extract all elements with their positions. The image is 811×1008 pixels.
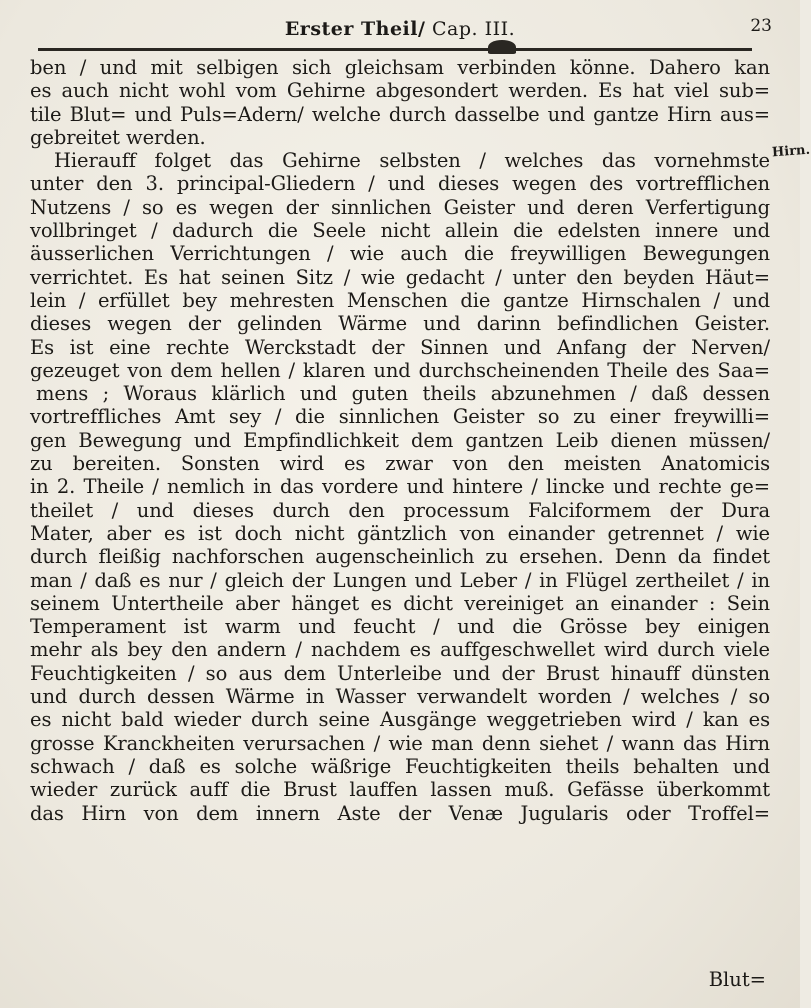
text-line: es nicht bald wieder durch seine Ausgänge weggetrieben wird / kan es [30,708,770,732]
text-line: Es ist eine rechte Werckstadt der Sinnen und Anfang der Nerven/ [30,335,770,359]
text-line: Nutzens / so es wegen der sinnlichen Geister und deren Verfertigung [30,195,770,219]
text-line: äusserlichen Verrichtungen / wie auch die freywilligen Bewegungen [30,242,770,266]
head-rule-divider [38,48,752,51]
body-text [30,56,770,825]
text-line: grosse Kranckheiten verursachen / wie man denn siehet / wann das Hirn [30,731,770,755]
text-line: ben / und mit selbigen sich gleichsam verbinden könne. Dahero kan [30,56,770,79]
text-line: in 2. Theile / nemlich in das vordere und hintere / lincke und rechte ge= [30,475,770,499]
catchword: Blut= [708,968,766,991]
text-line: dieses wegen der gelinden Wärme und darinn befindlichen Geister. [30,312,770,336]
text-line: gebreitet werden. [30,125,206,149]
text-line: durch fleißig nachforschen augenscheinlich zu ersehen. Denn da findet [30,545,770,569]
text-line: und durch dessen Wärme in Wasser verwandelt worden / welches / so [30,685,770,709]
part-label: Erster Theil/ [284,18,426,40]
text-line: theilet / und dieses durch den processum Falciformem der Dura [30,498,770,522]
text-line: schwach / daß es solche wäßrige Feuchtigkeiten theils behalten und [30,754,770,778]
text-line: gen Bewegung und Empfindlichkeit dem gantzen Leib dienen müssen/ [30,428,770,452]
text-line: Feuchtigkeiten / so aus dem Unterleibe und der Brust hinauff dünsten [30,661,770,685]
text-line: mehr als bey den andern / nachdem es auffgeschwellet wird durch viele [30,638,770,662]
text-line: Temperament ist warm und feucht / und die Grösse bey einigen [30,615,770,639]
margin-note: Hirn. [771,142,811,161]
text-line: man / daß es nur / gleich der Lungen und Leber / in Flügel zertheilet / in [30,568,770,592]
text-line: das Hirn von dem innern Aste der Venæ Jugularis oder Troffel= [30,801,770,825]
text-line: vollbringet / dadurch die Seele nicht allein die edelsten innere und [30,219,770,243]
text-line: unter den 3. principal-Gliedern / und dieses wegen des vortrefflichen [30,172,770,196]
page-number: 23 [750,16,772,36]
text-line: lein / erfüllet bey mehresten Menschen die gantze Hirnschalen / und [30,288,770,312]
text-line: mens ; Woraus klärlich und guten theils abzunehmen / daß dessen [36,382,770,406]
text-line: verrichtet. Es hat seinen Sitz / wie gedacht / unter den beyden Häut= [30,265,770,289]
text-line: Mater, aber es ist doch nicht gäntzlich von einander getrennet / wie [30,521,770,545]
running-title [28,18,772,40]
text-line: es auch nicht wohl vom Gehirne abgesondert werden. Es hat viel sub= [30,79,770,103]
running-head [28,14,772,44]
text-line: zu bereiten. Sonsten wird es zwar von den meisten Anatomicis [30,452,770,476]
chapter-label: Cap. III. [431,18,516,40]
text-line: seinem Untertheile aber hänget es dicht vereiniget an einander : Sein [30,591,770,615]
ornament-icon [488,40,516,54]
text-line: Hierauff folget das Gehirne selbsten / welches das vornehmste [54,149,770,173]
text-line: tile Blut= und Puls=Adern/ welche durch dasselbe und gantze Hirn aus= [30,102,770,126]
text-line: gezeuget von dem hellen / klaren und durchscheinenden Theile des Saa= [30,358,770,382]
text-line: wieder zurück auff die Brust lauffen lassen muß. Gefässe überkommt [30,778,770,802]
text-line: vortreffliches Amt sey / die sinnlichen Geister so zu einer freywilli= [30,405,770,429]
